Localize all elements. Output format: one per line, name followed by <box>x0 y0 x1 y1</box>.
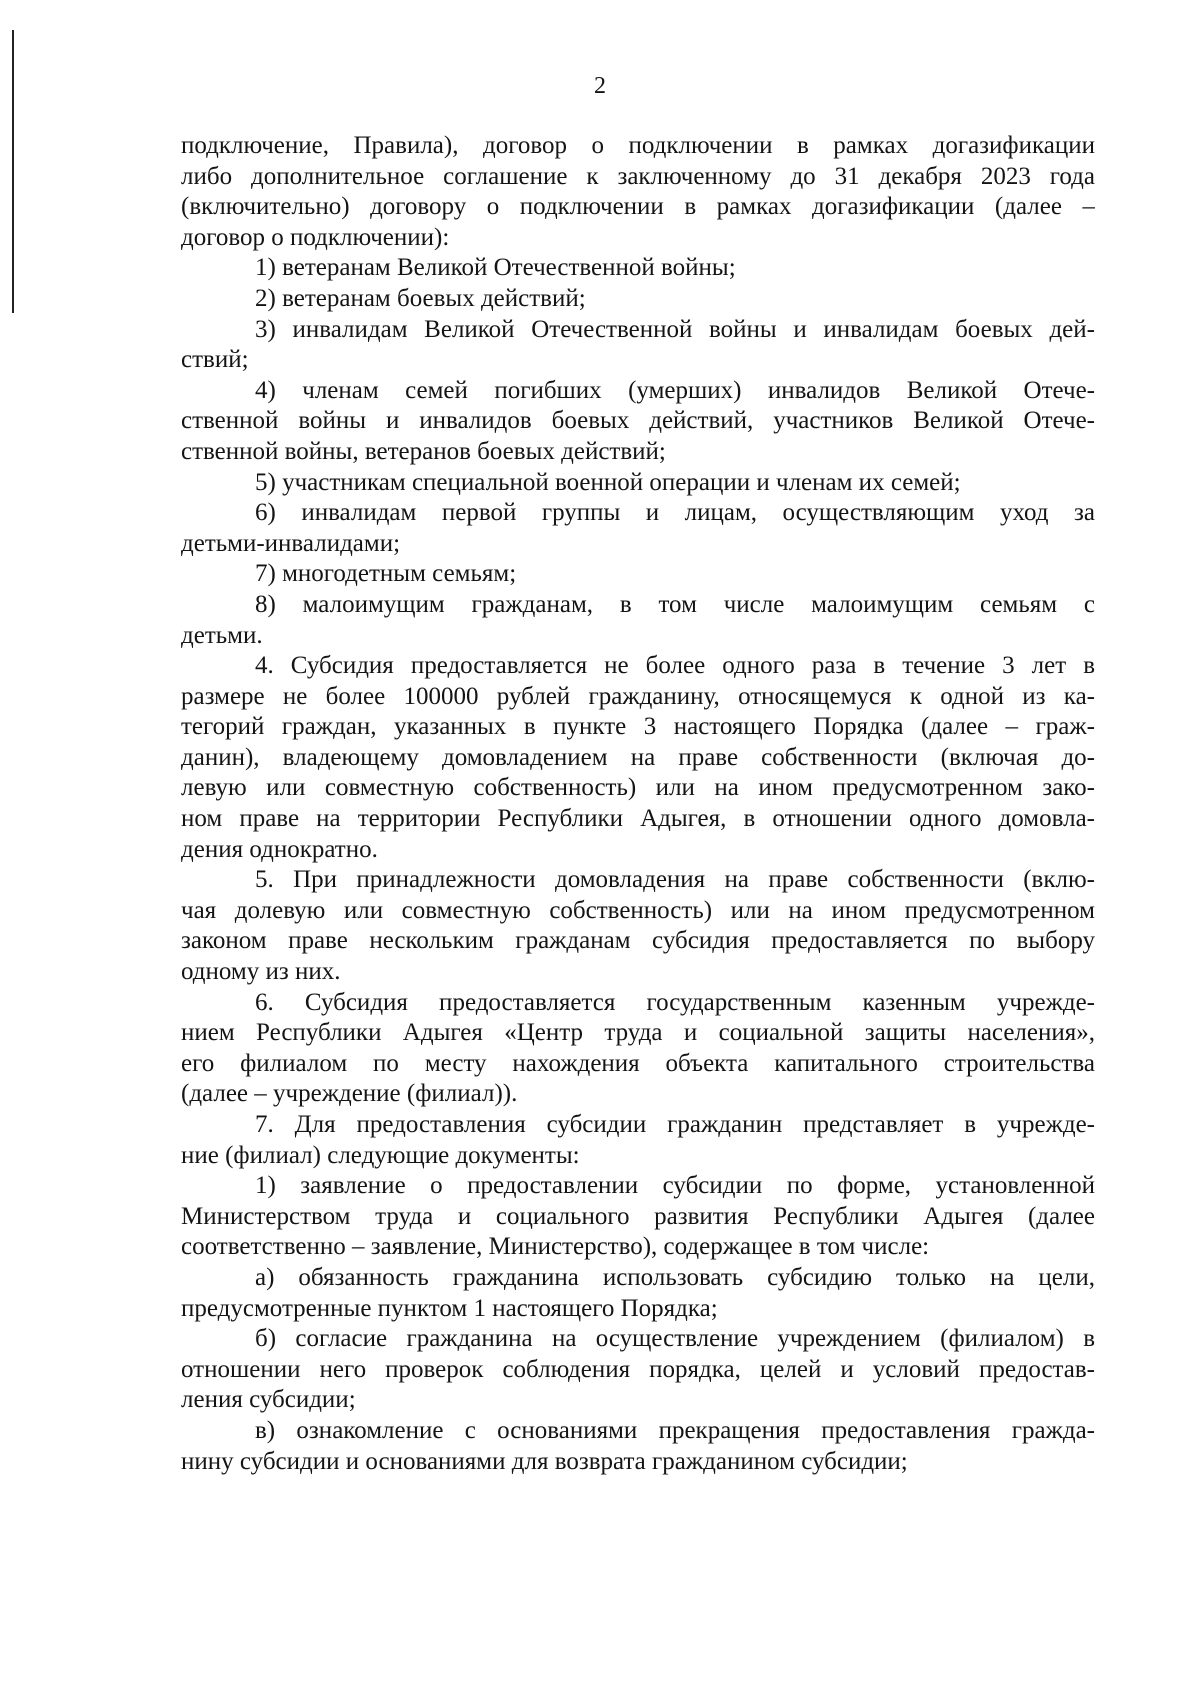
text-line: детьми. <box>181 621 263 649</box>
paragraph <box>181 1110 1095 1171</box>
paragraph <box>181 988 1095 1110</box>
paragraph <box>181 284 1095 315</box>
text-line: 6. Субсидия предоставляется государственным казенным учрежде- <box>255 988 1095 1016</box>
document-body <box>181 131 1095 1477</box>
text-line: в) ознакомление с основаниями прекращения предоставления гражда- <box>255 1416 1095 1444</box>
text-line: а) обязанность гражданина использовать субсидию только на цели, <box>255 1263 1095 1291</box>
text-line: 1) ветеранам Великой Отечественной войны; <box>255 254 736 282</box>
paragraph <box>181 1416 1095 1477</box>
paragraph <box>181 1324 1095 1416</box>
text-line: 7. Для предоставления субсидии гражданин представляет в учрежде- <box>255 1111 1095 1138</box>
paragraph <box>181 590 1095 651</box>
text-line: размере не более 100000 рублей гражданину, относящемуся к одной из ка- <box>181 682 1095 710</box>
text-line: одному из них. <box>181 958 341 986</box>
scan-edge-mark <box>12 30 14 313</box>
text-line: 6) инвалидам первой группы и лицам, осуществляющим уход за <box>255 499 1095 527</box>
text-line: договор о подключении): <box>181 223 450 251</box>
paragraph <box>181 651 1095 865</box>
text-line: ствий; <box>181 346 249 374</box>
text-line: либо дополнительное соглашение к заключенному до 31 декабря 2023 года <box>181 162 1095 190</box>
text-line: соответственно – заявление, Министерство), содержащее в том числе: <box>181 1233 930 1261</box>
text-line: его филиалом по месту нахождения объекта капитального строительства <box>181 1049 1095 1077</box>
text-line: подключение, Правила), договор о подключении в рамках догазификации <box>181 132 1095 159</box>
paragraph <box>181 253 1095 284</box>
paragraph <box>181 315 1095 376</box>
text-line: предусмотренные пунктом 1 настоящего Порядка; <box>181 1294 718 1322</box>
text-line: детьми-инвалидами; <box>181 529 401 557</box>
text-line: данин), владеющему домовладением на праве собственности (включая до- <box>181 743 1095 771</box>
text-line: ственной войны и инвалидов боевых действий, участников Великой Отече- <box>181 407 1095 435</box>
text-line: ственной войны, ветеранов боевых действий; <box>181 437 666 465</box>
text-line: дения однократно. <box>181 835 378 863</box>
text-line: 4) членам семей погибших (умерших) инвалидов Великой Отече- <box>255 376 1095 404</box>
text-line: отношении него проверок соблюдения порядка, целей и условий предостав- <box>181 1355 1095 1383</box>
text-line: нием Республики Адыгея «Центр труда и социальной защиты населения», <box>181 1019 1095 1047</box>
paragraph <box>181 498 1095 559</box>
page-number: 2 <box>594 73 606 99</box>
text-line: нину субсидии и основаниями для возврата гражданином субсидии; <box>181 1447 908 1475</box>
text-line: чая долевую или совместную собственность) или на ином предусмотренном <box>181 896 1095 924</box>
text-line: тегорий граждан, указанных в пункте 3 настоящего Порядка (далее – граж- <box>181 713 1095 741</box>
text-line: Министерством труда и социального развития Республики Адыгея (далее <box>181 1202 1095 1230</box>
text-line: 7) многодетным семьям; <box>255 560 517 588</box>
paragraph <box>181 131 1095 253</box>
text-line: (включительно) договору о подключении в рамках догазификации (далее – <box>181 193 1095 221</box>
text-line: ном праве на территории Республики Адыгея, в отношении одного домовла- <box>181 805 1095 833</box>
text-line: 5. При принадлежности домовладения на праве собственности (вклю- <box>255 866 1095 894</box>
text-line: 8) малоимущим гражданам, в том числе малоимущим семьям с <box>255 590 1095 618</box>
text-line: 3) инвалидам Великой Отечественной войны и инвалидам боевых дей- <box>255 315 1095 343</box>
text-line: ние (филиал) следующие документы: <box>181 1141 580 1169</box>
text-line: 1) заявление о предоставлении субсидии по форме, установленной <box>255 1172 1095 1200</box>
paragraph <box>181 468 1095 499</box>
text-line: б) согласие гражданина на осуществление учреждением (филиалом) в <box>255 1325 1095 1353</box>
text-line: (далее – учреждение (филиал)). <box>181 1080 518 1108</box>
paragraph <box>181 376 1095 468</box>
text-line: 2) ветеранам боевых действий; <box>255 284 586 312</box>
text-line: ления субсидии; <box>181 1386 356 1414</box>
paragraph <box>181 1171 1095 1263</box>
text-line: 5) участникам специальной военной операции и членам их семей; <box>255 468 961 496</box>
paragraph <box>181 1263 1095 1324</box>
paragraph <box>181 559 1095 590</box>
paragraph <box>181 865 1095 987</box>
text-line: законом праве нескольким гражданам субсидия предоставляется по выбору <box>181 927 1095 955</box>
text-line: левую или совместную собственность) или на ином предусмотренном зако- <box>181 774 1095 802</box>
text-line: 4. Субсидия предоставляется не более одного раза в течение 3 лет в <box>255 652 1095 680</box>
